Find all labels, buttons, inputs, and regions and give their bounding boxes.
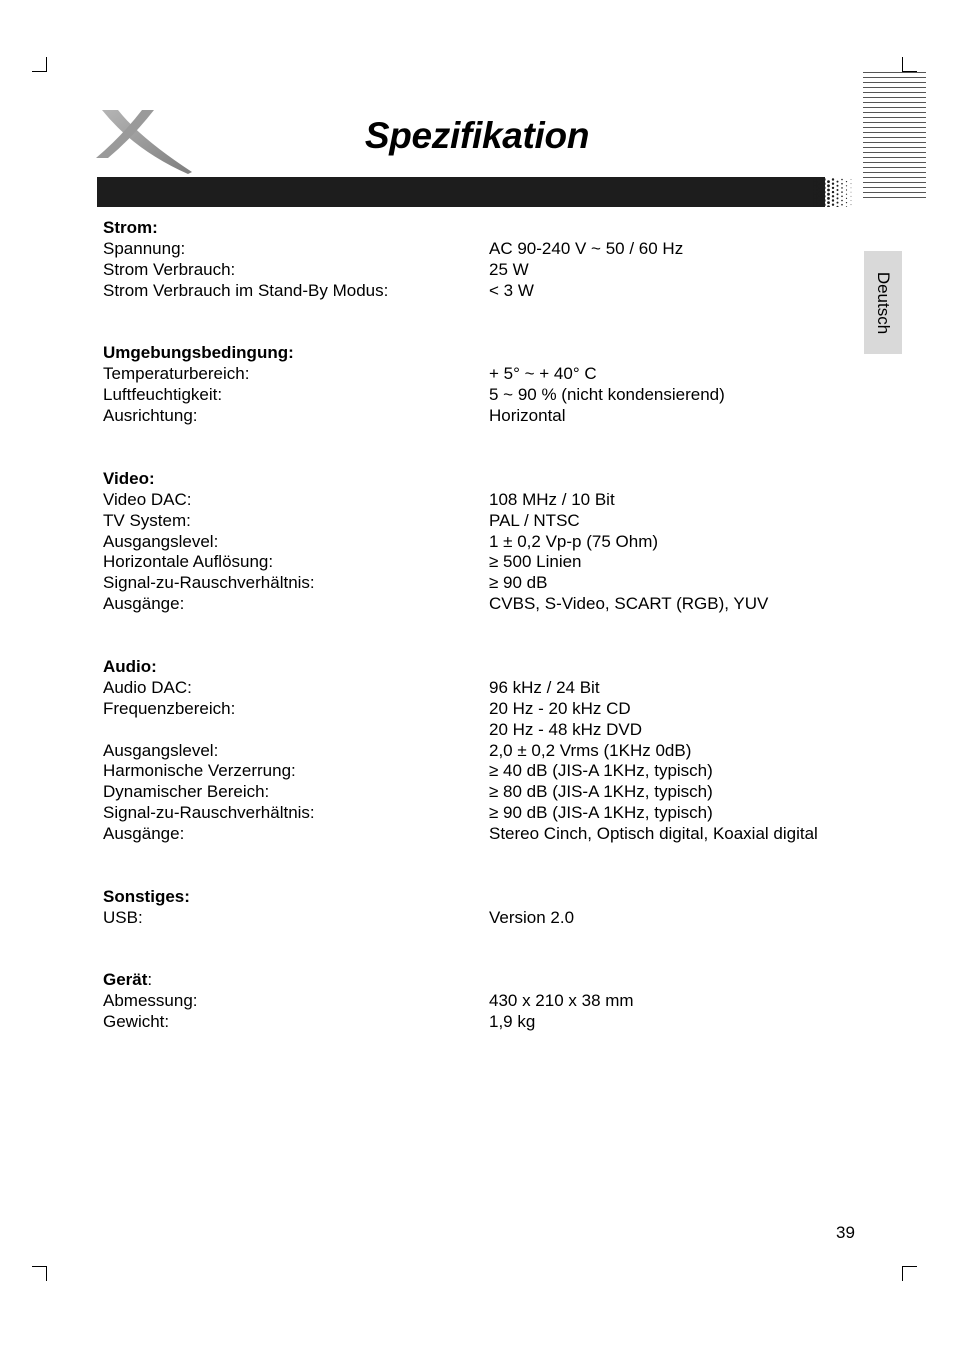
spec-label: Abmessung: xyxy=(103,991,198,1011)
title-bar xyxy=(97,177,825,207)
section-title: Sonstiges: xyxy=(103,886,190,906)
section-sonstiges xyxy=(103,887,863,929)
spec-row xyxy=(103,573,863,594)
section-title-colon: : xyxy=(147,970,153,990)
page-title: Spezifikation xyxy=(364,115,590,156)
specifications xyxy=(103,218,863,1075)
halftone-dot xyxy=(841,183,843,185)
spec-label: Luftfeuchtigkeit: xyxy=(103,385,223,405)
halftone-dot xyxy=(837,202,839,204)
halftone-dot xyxy=(822,191,825,194)
halftone-dot xyxy=(818,201,822,205)
crop-mark-bottom-right xyxy=(902,1266,917,1281)
halftone-dot xyxy=(818,188,822,192)
spec-label: Harmonische Verzerrung: xyxy=(103,761,296,781)
spec-label: Ausgänge: xyxy=(103,594,185,614)
section-title: Umgebungsbedingung: xyxy=(103,343,294,363)
crop-mark-top-right xyxy=(902,57,917,72)
halftone-dot xyxy=(846,185,847,186)
halftone-dot xyxy=(822,178,825,181)
halftone-dot xyxy=(813,190,817,194)
halftone-dot xyxy=(851,192,852,193)
spec-row xyxy=(103,532,863,553)
section-umgebungsbedingung xyxy=(103,343,863,427)
halftone-dot xyxy=(846,206,847,207)
halftone-dot xyxy=(827,205,830,207)
halftone-dot xyxy=(846,194,847,195)
section-title xyxy=(103,970,863,991)
halftone-dot xyxy=(846,198,847,199)
spec-row xyxy=(103,385,863,406)
spec-value: ≥ 500 Linien xyxy=(489,552,582,572)
halftone-dot xyxy=(837,181,839,183)
halftone-dot xyxy=(827,189,830,192)
spec-row xyxy=(103,1012,863,1033)
spec-label: Strom Verbrauch: xyxy=(103,259,236,279)
spec-row xyxy=(103,782,863,803)
spec-label: Spannung: xyxy=(103,238,186,258)
spec-label: Horizontale Auflösung: xyxy=(103,552,274,572)
section-title: Video: xyxy=(103,468,155,488)
spec-label: Frequenzbereich: xyxy=(103,698,236,718)
spec-label: Strom Verbrauch im Stand-By Modus: xyxy=(103,280,389,300)
halftone-dot xyxy=(813,178,817,182)
spec-value: 1,9 kg xyxy=(489,1012,536,1032)
halftone-dot xyxy=(827,180,830,183)
spec-value: 1 ± 0,2 Vp-p (75 Ohm) xyxy=(489,531,659,551)
spec-value: 2,0 ± 0,2 Vrms (1KHz 0dB) xyxy=(489,740,692,760)
halftone-dot xyxy=(818,205,822,207)
halftone-dot xyxy=(818,184,822,188)
spec-value-line: 20 Hz - 20 kHz CD xyxy=(489,698,631,718)
spec-row xyxy=(103,699,863,741)
spec-row xyxy=(103,678,863,699)
spec-value: ≥ 90 dB (JIS-A 1KHz, typisch) xyxy=(489,803,713,823)
halftone-dot xyxy=(832,191,834,193)
spec-row xyxy=(103,761,863,782)
halftone-dot xyxy=(851,179,852,180)
spec-row xyxy=(103,260,863,281)
spec-label: Audio DAC: xyxy=(103,677,192,697)
spec-value: + 5° ~ + 40° C xyxy=(489,364,597,384)
spec-value: < 3 W xyxy=(489,280,534,300)
spec-value: PAL / NTSC xyxy=(489,510,580,530)
spec-row xyxy=(103,803,863,824)
halftone-dot xyxy=(851,196,852,197)
language-tab xyxy=(864,251,902,354)
halftone-dot xyxy=(818,197,822,201)
spec-value xyxy=(489,699,642,741)
halftone-dot xyxy=(818,180,822,184)
section-title: Strom: xyxy=(103,218,158,237)
spec-label: Ausgangslevel: xyxy=(103,740,219,760)
halftone-dot xyxy=(837,206,839,207)
halftone-dot xyxy=(837,185,839,187)
spec-row xyxy=(103,239,863,260)
halftone-dot xyxy=(841,191,843,193)
halftone-dot xyxy=(813,199,817,203)
spec-label: Temperaturbereich: xyxy=(103,364,250,384)
section-title-text: Gerät xyxy=(103,970,148,990)
spec-value: 5 ~ 90 % (nicht kondensierend) xyxy=(489,385,725,405)
spec-value: Stereo Cinch, Optisch digital, Koaxial digital xyxy=(489,824,818,844)
halftone-dots-decoration xyxy=(812,177,854,207)
spec-value: CVBS, S-Video, SCART (RGB), YUV xyxy=(489,594,769,614)
spec-label: TV System: xyxy=(103,510,191,530)
halftone-dot xyxy=(841,204,843,206)
spec-row xyxy=(103,908,863,929)
spec-row xyxy=(103,741,863,762)
spec-row xyxy=(103,991,863,1012)
halftone-dot xyxy=(822,195,825,198)
halftone-dot xyxy=(822,182,825,185)
halftone-dot xyxy=(827,193,830,196)
spec-label: Gewicht: xyxy=(103,1012,170,1032)
halftone-dot xyxy=(841,179,843,181)
halftone-dot xyxy=(846,181,847,182)
crop-mark-bottom-left xyxy=(32,1266,47,1281)
page-number: 39 xyxy=(836,1223,855,1242)
spec-label: Ausgangslevel: xyxy=(103,531,219,551)
halftone-dot xyxy=(841,196,843,198)
spec-value: Version 2.0 xyxy=(489,907,575,927)
spec-label: Ausgänge: xyxy=(103,824,185,844)
spec-value: 108 MHz / 10 Bit xyxy=(489,489,615,509)
halftone-dot xyxy=(813,182,817,186)
spec-value: ≥ 80 dB (JIS-A 1KHz, typisch) xyxy=(489,782,713,802)
spec-value: ≥ 40 dB (JIS-A 1KHz, typisch) xyxy=(489,761,713,781)
spec-value: Horizontal xyxy=(489,406,566,426)
spec-value: 25 W xyxy=(489,259,529,279)
halftone-dot xyxy=(851,188,852,189)
spec-row xyxy=(103,281,863,302)
spec-label: Ausrichtung: xyxy=(103,406,198,426)
halftone-dot xyxy=(841,200,843,202)
halftone-dot xyxy=(818,192,822,196)
halftone-dot xyxy=(832,195,834,197)
section-video xyxy=(103,469,863,615)
halftone-dot xyxy=(841,187,843,189)
halftone-dot xyxy=(827,184,830,187)
spec-value: 430 x 210 x 38 mm xyxy=(489,991,634,1011)
halftone-dot xyxy=(813,194,817,198)
spec-label: Dynamischer Bereich: xyxy=(103,782,270,802)
halftone-dot xyxy=(822,186,825,189)
halftone-dot xyxy=(846,202,847,203)
halftone-dot xyxy=(832,199,834,201)
halftone-dot xyxy=(837,197,839,199)
spec-row xyxy=(103,511,863,532)
section-strom xyxy=(103,218,863,302)
halftone-dot xyxy=(832,183,834,185)
language-tab-label: Deutsch xyxy=(874,271,893,334)
spec-row xyxy=(103,490,863,511)
spec-row xyxy=(103,406,863,427)
spec-value: 96 kHz / 24 Bit xyxy=(489,677,600,697)
halftone-dot xyxy=(846,189,847,190)
halftone-dot xyxy=(832,204,834,206)
spec-row xyxy=(103,364,863,385)
halftone-dot xyxy=(837,193,839,195)
spec-label: USB: xyxy=(103,907,143,927)
spec-label: Signal-zu-Rauschverhältnis: xyxy=(103,803,315,823)
halftone-dot xyxy=(822,203,825,206)
section-title: Audio: xyxy=(103,656,157,676)
spec-row xyxy=(103,824,863,845)
spec-value: ≥ 90 dB xyxy=(489,573,548,593)
crop-mark-top-left xyxy=(32,57,47,72)
halftone-dot xyxy=(851,183,852,184)
halftone-dot xyxy=(832,187,834,189)
spec-value: AC 90-240 V ~ 50 / 60 Hz xyxy=(489,238,684,258)
spec-value-line: 20 Hz - 48 kHz DVD xyxy=(489,719,643,739)
halftone-dot xyxy=(813,203,817,207)
halftone-dot xyxy=(827,201,830,204)
halftone-dot xyxy=(837,189,839,191)
halftone-dot xyxy=(851,200,852,201)
halftone-dot xyxy=(851,204,852,205)
spec-label: Signal-zu-Rauschverhältnis: xyxy=(103,573,315,593)
halftone-dot xyxy=(813,186,817,190)
section-audio xyxy=(103,657,863,845)
halftone-dot xyxy=(822,199,825,202)
spec-row xyxy=(103,594,863,615)
spec-label: Video DAC: xyxy=(103,489,192,509)
halftone-dot xyxy=(832,178,834,180)
halftone-dot xyxy=(827,197,830,200)
spec-row xyxy=(103,552,863,573)
section-geraet xyxy=(103,970,863,1033)
